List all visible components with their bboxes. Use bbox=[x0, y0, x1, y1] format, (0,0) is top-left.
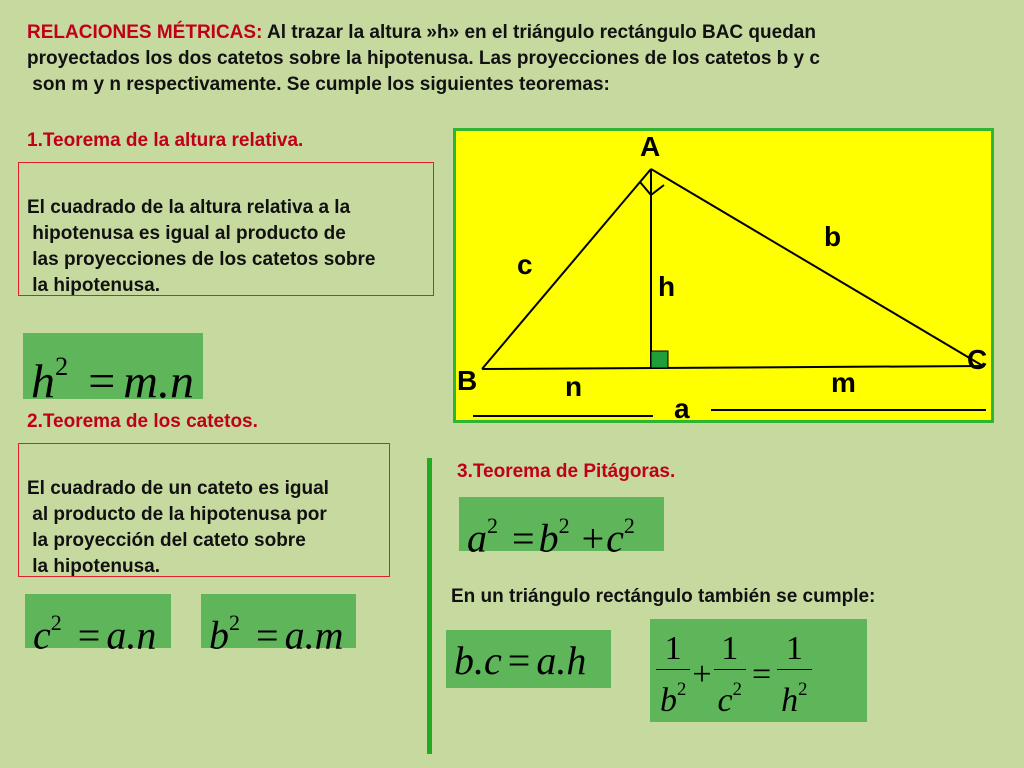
f1-exp: 2 bbox=[55, 351, 69, 381]
f2a-lhs: c bbox=[33, 612, 51, 658]
theorem1-line-4: la hipotenusa. bbox=[27, 275, 161, 296]
right-angle-marker-foot bbox=[651, 351, 668, 368]
frac-b bbox=[656, 629, 690, 721]
theorem2-formula-b bbox=[201, 594, 356, 658]
intro-line-2: proyectados los dos catetos sobre la hipotenusa. Las proyecciones de los catetos b y c bbox=[27, 48, 820, 69]
label-m: m bbox=[831, 367, 856, 398]
f1-eq: = bbox=[88, 355, 116, 409]
vertical-divider bbox=[427, 458, 432, 754]
f3-exp-b: 2 bbox=[558, 513, 570, 538]
intro-label: RELACIONES MÉTRICAS: bbox=[27, 22, 263, 43]
f3-eq: = bbox=[512, 515, 535, 561]
theorem1-line-1: El cuadrado de la altura relativa a la bbox=[27, 197, 351, 218]
f3-plus: + bbox=[581, 515, 605, 561]
frac-h-num: 1 bbox=[777, 629, 811, 670]
frac-h-den: h bbox=[781, 681, 799, 719]
f3-c: c bbox=[606, 515, 624, 561]
reciprocal-formula bbox=[650, 619, 867, 722]
product-formula bbox=[446, 630, 611, 688]
theorem2-line-1: El cuadrado de un cateto es igual bbox=[27, 478, 329, 499]
label-B: B bbox=[457, 365, 478, 396]
f2a-rhs: a.n bbox=[106, 612, 157, 658]
frac-c-exp: 2 bbox=[732, 679, 742, 700]
frac-h bbox=[777, 629, 811, 721]
theorem2-formula-c bbox=[25, 594, 171, 658]
frac-c-den: c bbox=[717, 681, 733, 719]
frac-c bbox=[714, 629, 746, 721]
f3-exp-c: 2 bbox=[623, 513, 635, 538]
theorem1-line-3: las proyecciones de los catetos sobre bbox=[27, 249, 376, 270]
theorem3-title: 3.Teorema de Pitágoras. bbox=[457, 461, 676, 482]
f2b-lhs: b bbox=[209, 612, 229, 658]
pythagoras-formula bbox=[459, 497, 664, 561]
label-C: C bbox=[967, 344, 988, 375]
theorem1-formula bbox=[23, 333, 203, 409]
f2a-eq: = bbox=[77, 612, 101, 658]
diagram-background bbox=[455, 130, 993, 422]
frac-b-exp: 2 bbox=[677, 679, 687, 700]
f2b-rhs: a.m bbox=[284, 612, 344, 658]
frac-c-num: 1 bbox=[714, 629, 746, 670]
theorem1-title: 1.Teorema de la altura relativa. bbox=[27, 130, 304, 151]
frac-b-den: b bbox=[660, 681, 677, 719]
label-h: h bbox=[658, 271, 676, 302]
label-b: b bbox=[824, 221, 842, 252]
label-n: n bbox=[565, 371, 583, 402]
f3-exp-a: 2 bbox=[487, 513, 498, 538]
label-c: c bbox=[517, 249, 533, 280]
theorem2-line-2: al producto de la hipotenusa por bbox=[27, 504, 327, 525]
frac-b-num: 1 bbox=[656, 629, 690, 670]
theorem2-title: 2.Teorema de los catetos. bbox=[27, 411, 258, 432]
theorem1-line-2: hipotenusa es igual al producto de bbox=[27, 223, 346, 244]
f4-eq: = bbox=[507, 638, 531, 683]
f3-a: a bbox=[467, 515, 487, 561]
intro-text bbox=[27, 20, 1017, 98]
f2a-exp: 2 bbox=[50, 610, 62, 635]
intro-line-1: Al trazar la altura »h» en el triángulo rectángulo BAC quedan bbox=[262, 22, 816, 43]
f5-plus: + bbox=[692, 655, 712, 693]
theorem2-line-3: la proyección del cateto sobre bbox=[27, 530, 306, 551]
f4-rhs: a.h bbox=[536, 638, 587, 683]
also-text: En un triángulo rectángulo también se cumple: bbox=[451, 586, 876, 607]
frac-h-exp: 2 bbox=[798, 679, 808, 700]
f4-lhs: b.c bbox=[454, 638, 502, 683]
f1-lhs: h bbox=[31, 355, 55, 409]
f3-b: b bbox=[538, 515, 559, 561]
label-A: A bbox=[640, 131, 661, 162]
f1-rhs: m.n bbox=[123, 355, 194, 409]
f5-eq: = bbox=[751, 655, 772, 693]
f2b-exp: 2 bbox=[229, 610, 240, 635]
f2b-eq: = bbox=[256, 612, 279, 658]
label-a: a bbox=[674, 393, 690, 423]
intro-line-3: son m y n respectivamente. Se cumple los siguientes teoremas: bbox=[27, 74, 610, 95]
triangle-diagram bbox=[453, 128, 995, 423]
theorem1-box bbox=[18, 162, 434, 296]
theorem2-line-4: la hipotenusa. bbox=[27, 556, 161, 577]
theorem2-box bbox=[18, 443, 390, 577]
